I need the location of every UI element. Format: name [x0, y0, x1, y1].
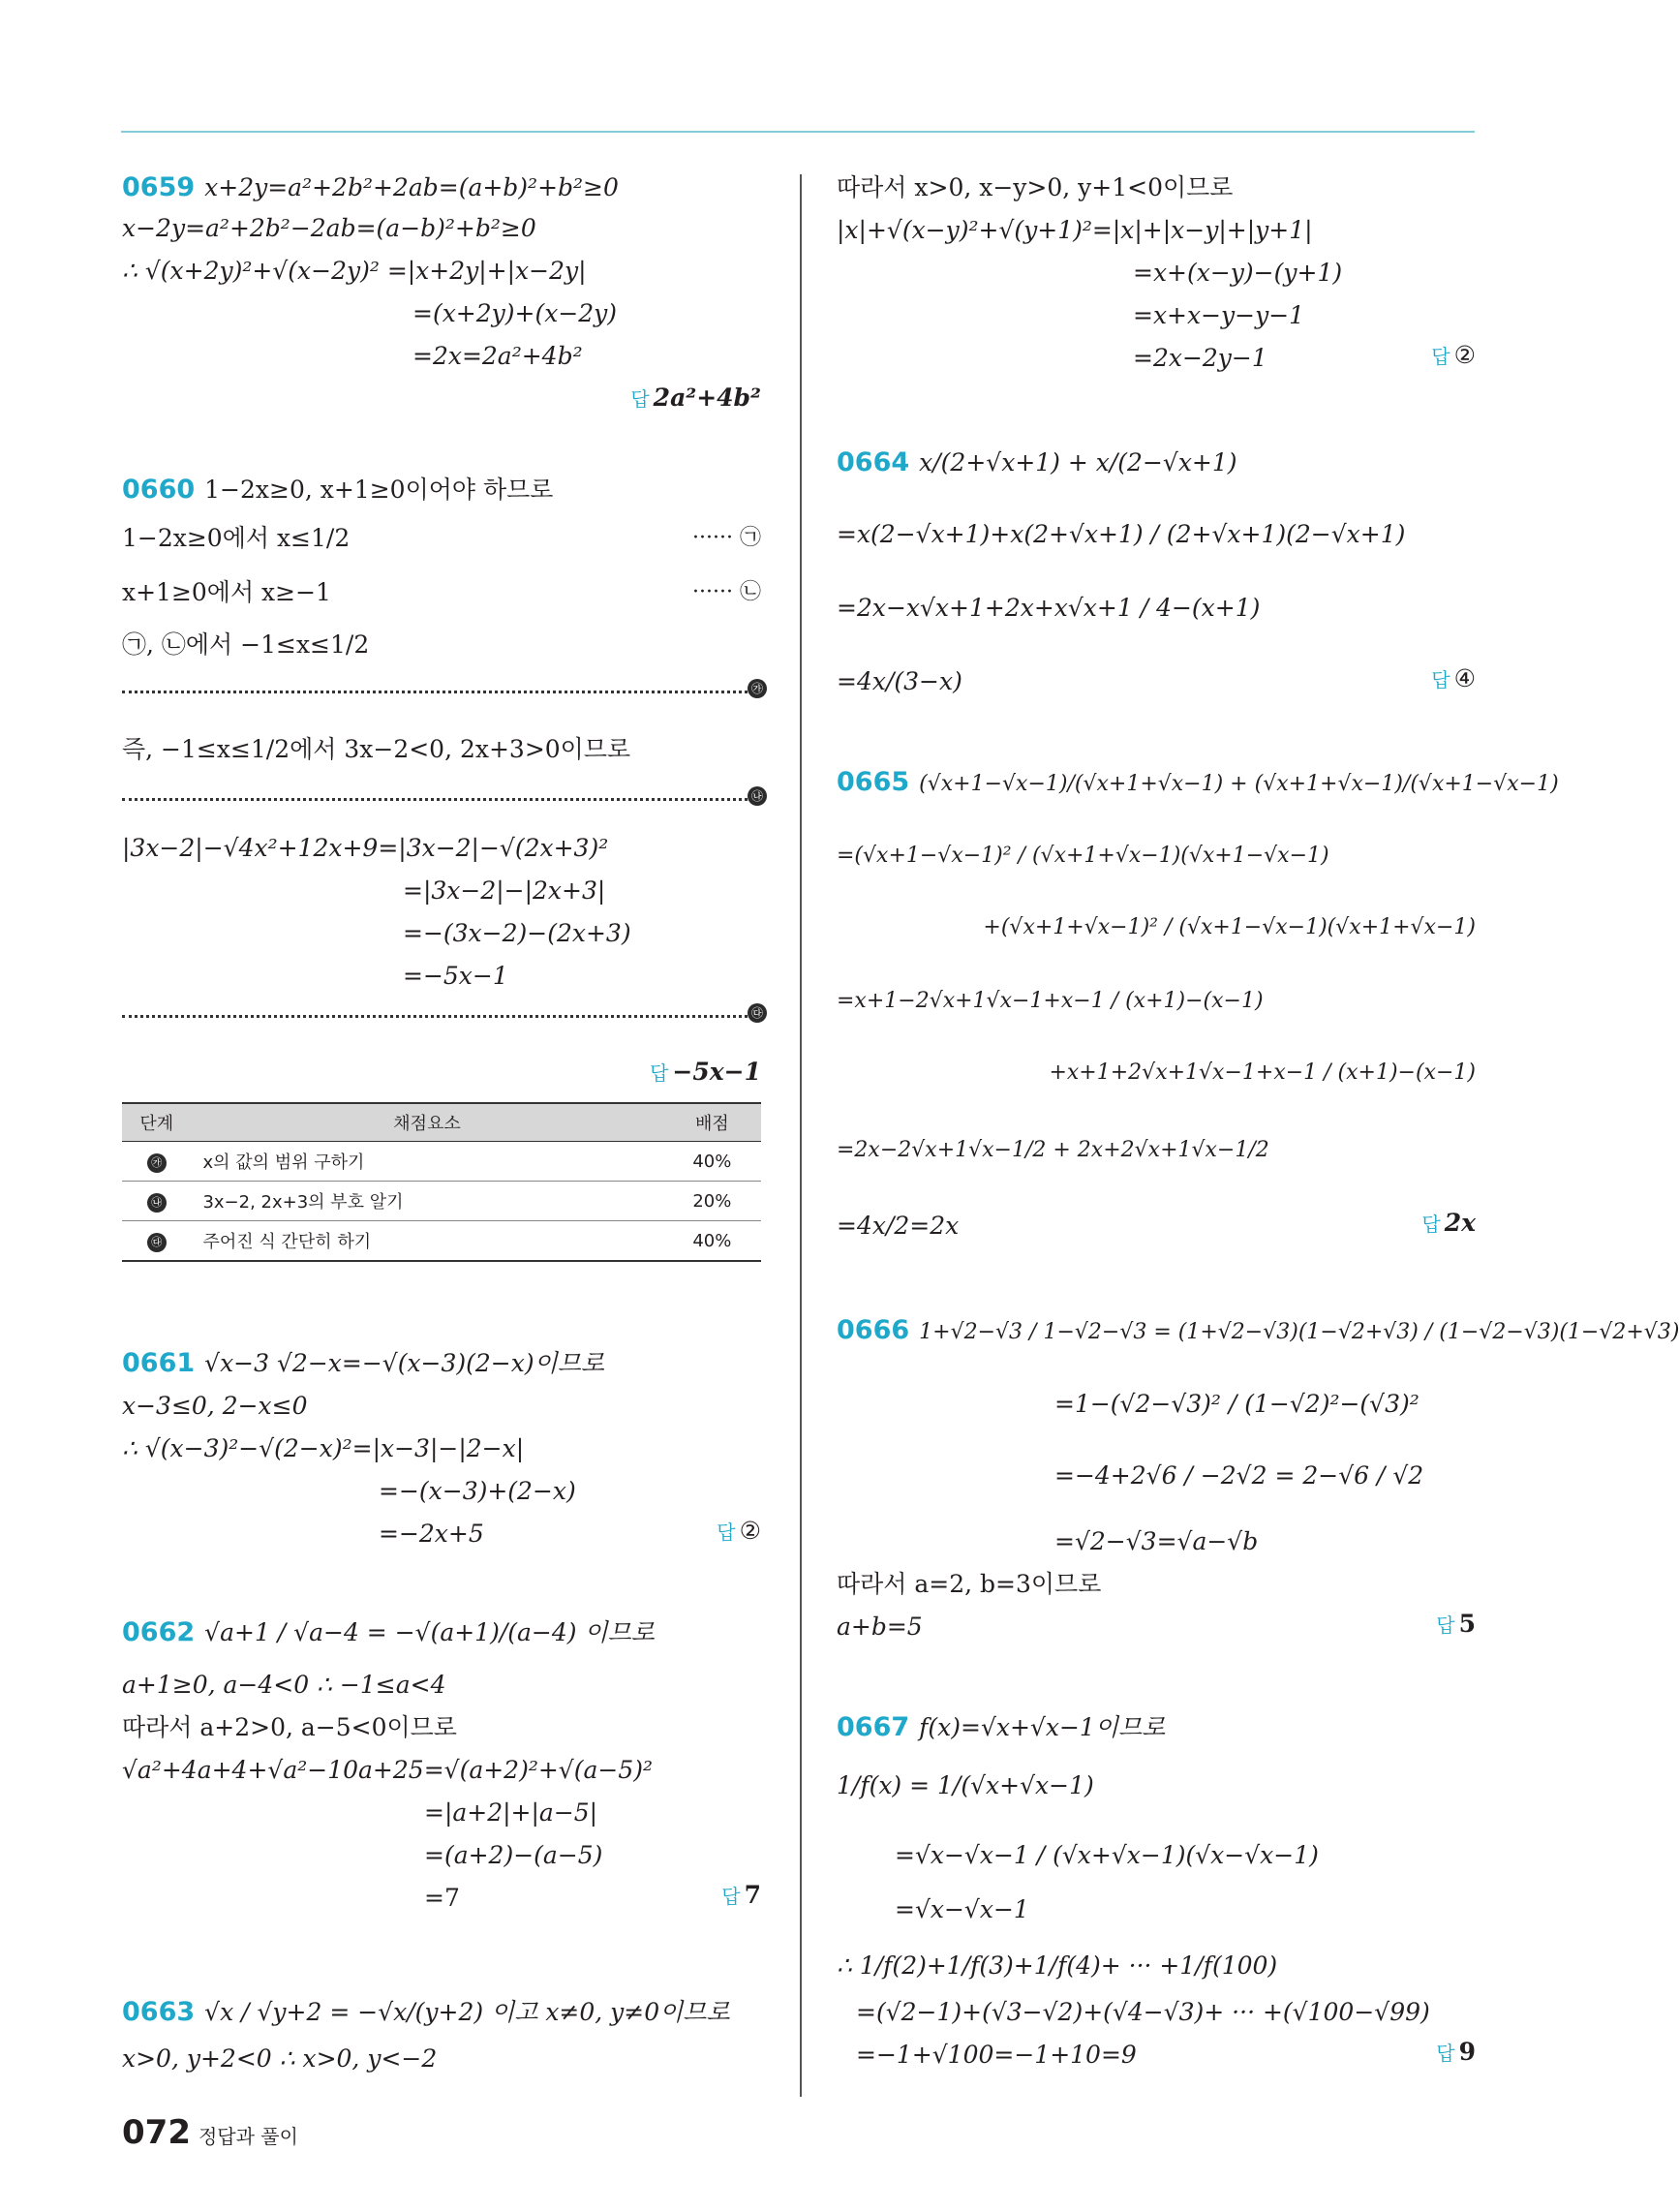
table-cell: 40% — [663, 1142, 761, 1182]
solution-line: =(a+2)−(a−5) — [424, 1841, 603, 1869]
solution-line: √a+1 / √a−4 = −√(a+1)/(a−4) 이므로 — [204, 1618, 655, 1646]
problem-number: 0666 — [837, 1315, 910, 1345]
solution-line: =(x+2y)+(x−2y) — [412, 299, 618, 327]
answer: 답 7 — [721, 1881, 761, 1909]
problem-number: 0659 — [122, 172, 196, 202]
top-rule — [121, 131, 1475, 133]
solution-line: =2x=2a²+4b² — [412, 342, 583, 370]
step-mark: ㉯ — [147, 1193, 167, 1213]
answer: 답 9 — [1436, 2038, 1476, 2066]
step-mark: ㉮ — [147, 1153, 167, 1173]
table-row — [122, 1221, 761, 1262]
solution-line: =2x−2√x+1√x−1/2 + 2x+2√x+1√x−1/2 — [837, 1138, 1269, 1162]
problem-number: 0665 — [837, 767, 910, 797]
section-title: 정답과 풀이 — [198, 2125, 298, 2148]
solution-line: =(√2−1)+(√3−√2)+(√4−√3)+ ··· +(√100−√99) — [856, 1998, 1430, 2026]
table-cell: 40% — [663, 1221, 761, 1262]
problem-number: 0664 — [837, 447, 910, 477]
solution-line: =1−(√2−√3)² / (1−√2)²−(√3)² — [1054, 1390, 1420, 1418]
scoring-table — [122, 1102, 761, 1262]
solution-line: x>0, y+2<0 ∴ x>0, y<−2 — [122, 2044, 438, 2073]
solution-line: ∴ √(x−3)²−√(2−x)²=|x−3|−|2−x| — [122, 1434, 525, 1462]
table-cell: 주어진 식 간단히 하기 — [191, 1221, 662, 1262]
solution-line: x+2y=a²+2b²+2ab=(a+b)²+b²≥0 — [204, 173, 619, 201]
answer: 답 ② — [717, 1517, 761, 1545]
solution-line: f(x)=√x+√x−1이므로 — [919, 1713, 1166, 1741]
problem-number: 0662 — [122, 1617, 196, 1647]
solution-line: 따라서 a+2>0, a−5<0이므로 — [122, 1713, 457, 1741]
solution-line: =√2−√3=√a−√b — [1054, 1527, 1259, 1555]
solution-line: =−1+√100=−1+10=9 — [856, 2041, 1137, 2069]
solution-line: =x+(x−y)−(y+1) — [1133, 259, 1343, 287]
table-cell: 3x−2, 2x+3의 부호 알기 — [191, 1182, 662, 1221]
solution-line: =√x−√x−1 — [895, 1895, 1029, 1923]
solution-line: =|a+2|+|a−5| — [424, 1798, 598, 1827]
solution-line: x/(2+√x+1) + x/(2−√x+1) — [919, 448, 1237, 476]
solution-line: =√x−√x−1 / (√x+√x−1)(√x−√x−1) — [895, 1841, 1319, 1869]
solution-line: ∴ 1/f(2)+1/f(3)+1/f(4)+ ··· +1/f(100) — [837, 1951, 1278, 1980]
solution-line: =2x−2y−1 — [1133, 344, 1267, 372]
step-mark: ㉰ — [748, 1003, 767, 1023]
solution-line: =|3x−2|−|2x+3| — [403, 876, 606, 905]
page-footer — [122, 2113, 298, 2152]
answer: 답 2x — [1421, 1209, 1476, 1237]
step-divider — [122, 1015, 748, 1018]
solution-line: =2x−x√x+1+2x+x√x+1 / 4−(x+1) — [837, 594, 1261, 622]
solution-line: √x / √y+2 = −√x/(y+2) 이고 x≠0, y≠0이므로 — [204, 1998, 730, 2026]
solution-line: x+1≥0에서 x≥−1 — [122, 578, 331, 606]
solution-line: 따라서 x>0, x−y>0, y+1<0이므로 — [837, 173, 1234, 201]
solution-line: x−2y=a²+2b²−2ab=(a−b)²+b²≥0 — [122, 214, 536, 242]
solution-line: ∴ √(x+2y)²+√(x−2y)² =|x+2y|+|x−2y| — [122, 257, 587, 285]
problem-number: 0663 — [122, 1997, 196, 2027]
solution-line: =−4+2√6 / −2√2 = 2−√6 / √2 — [1054, 1461, 1424, 1490]
solution-line: =−(3x−2)−(2x+3) — [403, 919, 631, 947]
answer: 답 ② — [1431, 341, 1476, 369]
solution-line: a+1≥0, a−4<0 ∴ −1≤a<4 — [122, 1671, 446, 1699]
solution-line: 즉, −1≤x≤1/2에서 3x−2<0, 2x+3>0이므로 — [122, 735, 631, 763]
solution-line: a+b=5 — [837, 1613, 923, 1641]
equation-tag: ······ ㉡ — [692, 580, 761, 604]
solution-line: =−(x−3)+(2−x) — [379, 1477, 576, 1505]
solution-line: 1/f(x) = 1/(√x+√x−1) — [837, 1771, 1094, 1799]
solution-line: +(√x+1+√x−1)² / (√x+1−√x−1)(√x+1+√x−1) — [983, 915, 1476, 939]
equation-tag: ······ ㉠ — [692, 526, 761, 550]
table-cell: x의 값의 범위 구하기 — [191, 1142, 662, 1182]
solution-line: |x|+√(x−y)²+√(y+1)²=|x|+|x−y|+|y+1| — [837, 216, 1313, 244]
answer: 답 −5x−1 — [650, 1058, 761, 1086]
solution-line: =x+x−y−y−1 — [1133, 301, 1305, 329]
step-divider — [122, 691, 748, 693]
table-header: 채점요소 — [191, 1103, 662, 1142]
answer: 답 5 — [1436, 1610, 1476, 1638]
step-mark: ㉯ — [748, 786, 767, 806]
solution-line: 따라서 a=2, b=3이므로 — [837, 1570, 1102, 1598]
solution-line: =7 — [424, 1884, 460, 1912]
table-header: 배점 — [663, 1103, 761, 1142]
step-divider — [122, 798, 748, 801]
solution-line: =4x/2=2x — [837, 1212, 960, 1240]
column-divider — [800, 174, 802, 2097]
solution-line: =4x/(3−x) — [837, 667, 962, 695]
problem-number: 0661 — [122, 1348, 196, 1378]
solution-line: =−5x−1 — [403, 962, 508, 990]
solution-line: =x+1−2√x+1√x−1+x−1 / (x+1)−(x−1) — [837, 989, 1264, 1013]
solution-line: 1+√2−√3 / 1−√2−√3 = (1+√2−√3)(1−√2+√3) / (1−√2−√3)(1−√2+√3) — [919, 1320, 1679, 1344]
solution-line: ㉠, ㉡에서 −1≤x≤1/2 — [122, 630, 370, 659]
table-row — [122, 1142, 761, 1182]
solution-line: +x+1+2√x+1√x−1+x−1 / (x+1)−(x−1) — [1049, 1060, 1476, 1085]
answer: 답 2a²+4b² — [630, 384, 761, 412]
solution-line: √x−3 √2−x=−√(x−3)(2−x)이므로 — [204, 1349, 605, 1377]
table-cell: 20% — [663, 1182, 761, 1221]
solution-line: (√x+1−√x−1)/(√x+1+√x−1) + (√x+1+√x−1)/(√x+1−√x−1) — [919, 772, 1559, 796]
solution-line: =x(2−√x+1)+x(2+√x+1) / (2+√x+1)(2−√x+1) — [837, 520, 1406, 548]
solution-line: |3x−2|−√4x²+12x+9=|3x−2|−√(2x+3)² — [122, 834, 609, 862]
solution-line: x−3≤0, 2−x≤0 — [122, 1392, 308, 1420]
table-header: 단계 — [122, 1103, 191, 1142]
answer: 답 ④ — [1431, 664, 1476, 692]
table-row — [122, 1182, 761, 1221]
problem-number: 0660 — [122, 475, 196, 505]
problem-number: 0667 — [837, 1712, 910, 1742]
solution-line: √a²+4a+4+√a²−10a+25=√(a+2)²+√(a−5)² — [122, 1756, 654, 1784]
solution-line: =(√x+1−√x−1)² / (√x+1+√x−1)(√x+1−√x−1) — [837, 844, 1329, 868]
page-number: 072 — [122, 2113, 191, 2152]
step-mark: ㉮ — [748, 679, 767, 698]
step-mark: ㉰ — [147, 1233, 167, 1252]
solution-line: 1−2x≥0에서 x≤1/2 — [122, 524, 351, 552]
solution-line: =−2x+5 — [379, 1520, 484, 1548]
solution-line: 1−2x≥0, x+1≥0이어야 하므로 — [204, 476, 554, 504]
